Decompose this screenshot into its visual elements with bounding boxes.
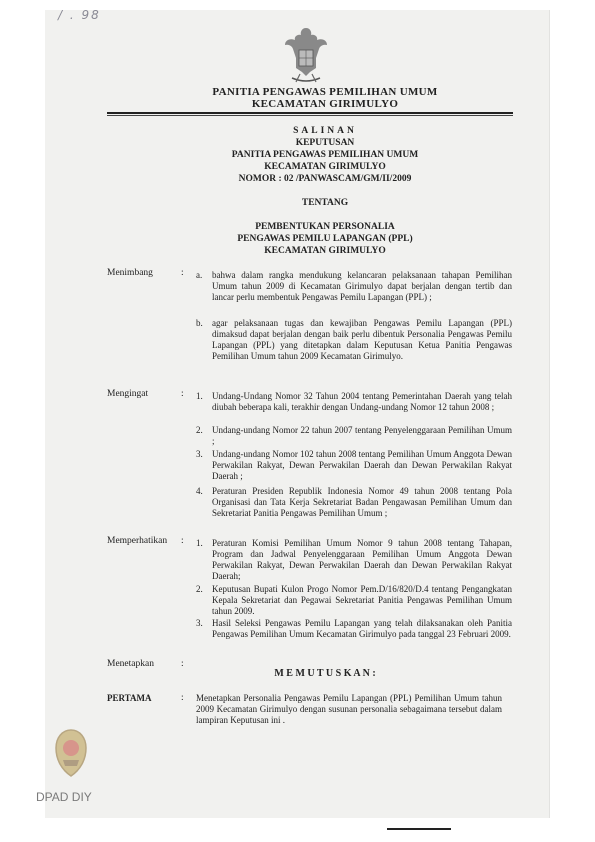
memutuskan-heading: M E M U T U S K A N : bbox=[274, 668, 376, 679]
memperhatikan-item-2 bbox=[196, 584, 512, 617]
title-line1: PANITIA PENGAWAS PEMILIHAN UMUM bbox=[231, 150, 419, 160]
garuda-emblem-icon bbox=[282, 24, 330, 86]
memperhatikan-item-1 bbox=[196, 538, 512, 582]
watermark-text: DPAD DIY bbox=[36, 790, 92, 804]
keputusan-label: KEPUTUSAN bbox=[295, 138, 355, 148]
subject-line3: KECAMATAN GIRIMULYO bbox=[264, 246, 386, 256]
item-text: Undang-undang Nomor 22 tahun 2007 tentang Penyelenggaraan Pemilihan Umum ; bbox=[212, 425, 512, 446]
salinan-label: SALINAN bbox=[293, 126, 357, 136]
item-marker: 4. bbox=[196, 486, 203, 496]
menimbang-item-a bbox=[196, 270, 512, 303]
mengingat-item-3 bbox=[196, 449, 512, 482]
nomor-line: NOMOR : 02 /PANWASCAM/GM/II/2009 bbox=[238, 174, 412, 184]
item-text: Undang-undang Nomor 102 tahun 2008 tentang Pemilihan Umum Anggota Dewan Perwakilan Rakyat, Dewan Perwakilan Daerah dan Dewan Perwakilan Rakyat Daerah ; bbox=[212, 449, 512, 481]
menimbang-item-b bbox=[196, 318, 512, 362]
tentang-label: TENTANG bbox=[301, 198, 349, 208]
subject-line1: PEMBENTUKAN PERSONALIA bbox=[255, 222, 395, 232]
item-marker: 1. bbox=[196, 538, 203, 548]
memperhatikan-colon: : bbox=[181, 536, 184, 546]
header-rule bbox=[107, 112, 513, 114]
item-marker: 3. bbox=[196, 449, 203, 459]
item-marker: 2. bbox=[196, 584, 203, 594]
menimbang-label: Menimbang bbox=[107, 268, 153, 278]
item-marker: 3. bbox=[196, 618, 203, 628]
item-text: bahwa dalam rangka mendukung kelancaran pelaksanaan tahapan Pemilihan Umum tahun 2009 di Kecamatan Girimulyo dapat berjalan dengan tertib dan lancar perlu membentuk Pengawas Pemilu Lapangan (PPL) ; bbox=[212, 270, 512, 302]
item-text: Undang-Undang Nomor 32 Tahun 2004 tentang Pemerintahan Daerah yang telah diubah beberapa kali, terakhir dengan Undang-undang Nomor 12 tahun 2008 ; bbox=[212, 391, 512, 412]
subject-line2: PENGAWAS PEMILU LAPANGAN (PPL) bbox=[237, 234, 413, 244]
mengingat-item-4 bbox=[196, 486, 512, 519]
item-text: Peraturan Presiden Republik Indonesia Nomor 49 tahun 2008 tentang Pola Organisasi dan Tata Kerja Sekretariat Badan Pengawasan Pemilihan Umum dan Sekretariat Panitia Pengawas Pemilihan Umum ; bbox=[212, 486, 512, 518]
item-marker: 2. bbox=[196, 425, 203, 435]
org-name-line2: KECAMATAN GIRIMULYO bbox=[251, 98, 399, 110]
item-text: Hasil Seleksi Pengawas Pemilu Lapangan yang telah dilaksanakan oleh Panitia Pengawas Pemilihan Umum Kecamatan Girimulyo pada tanggal 23 Februari 2009. bbox=[212, 618, 512, 639]
item-text: Peraturan Komisi Pemilihan Umum Nomor 9 tahun 2008 tentang Tahapan, Program dan Jadwal Penyelenggaraan Pemilihan Umum Anggota Dewan Perwakilan Rakyat, Dewan Perwakilan Daerah dan Dewan Perwakilan Rakyat Daerah; bbox=[212, 538, 512, 581]
header-rule-thin bbox=[107, 115, 513, 116]
menetapkan-label: Menetapkan bbox=[107, 659, 154, 669]
pertama-label: PERTAMA bbox=[107, 693, 152, 703]
item-marker: 1. bbox=[196, 391, 203, 401]
mengingat-item-1 bbox=[196, 391, 512, 413]
bottom-mark bbox=[387, 828, 451, 830]
pertama-text: Menetapkan Personalia Pengawas Pemilu Lapangan (PPL) Pemilihan Umum tahun 2009 Kecamatan Girimulyo dengan susunan personalia sebagaimana tersebut dalam lampiran Keputusan ini . bbox=[196, 693, 502, 725]
menimbang-colon: : bbox=[181, 268, 184, 278]
memperhatikan-item-3 bbox=[196, 618, 512, 640]
pertama-colon: : bbox=[181, 693, 184, 703]
mengingat-item-2 bbox=[196, 425, 512, 447]
handwritten-note: / . 98 bbox=[58, 8, 101, 22]
title-line2: KECAMATAN GIRIMULYO bbox=[264, 162, 386, 172]
item-marker: b. bbox=[196, 318, 203, 328]
menetapkan-colon: : bbox=[181, 659, 184, 669]
item-text: agar pelaksanaan tugas dan kewajiban Pengawas Pemilu Lapangan (PPL) dimaksud dapat berjalan dengan baik perlu dibentuk Personalia Pengawas Pemilu Lapangan (PPL) yang ditetapkan dalam Keputusan Ketua Panitia Pengawas Pemilihan Umum tahun 2009 Kecamatan Girimulyo. bbox=[212, 318, 512, 361]
mengingat-label: Mengingat bbox=[107, 389, 149, 399]
archive-seal-icon bbox=[50, 728, 92, 780]
item-text: Keputusan Bupati Kulon Progo Nomor Pem.D/16/820/D.4 tentang Pengangkatan Kepala Sekretariat dan Pegawai Sekretariat Panitia Pengawas Pemilihan Umum tahun 2009. bbox=[212, 584, 512, 616]
org-name-line1: PANITIA PENGAWAS PEMILIHAN UMUM bbox=[212, 86, 438, 98]
item-marker: a. bbox=[196, 270, 203, 280]
memperhatikan-label: Memperhatikan bbox=[107, 536, 168, 546]
mengingat-colon: : bbox=[181, 389, 184, 399]
